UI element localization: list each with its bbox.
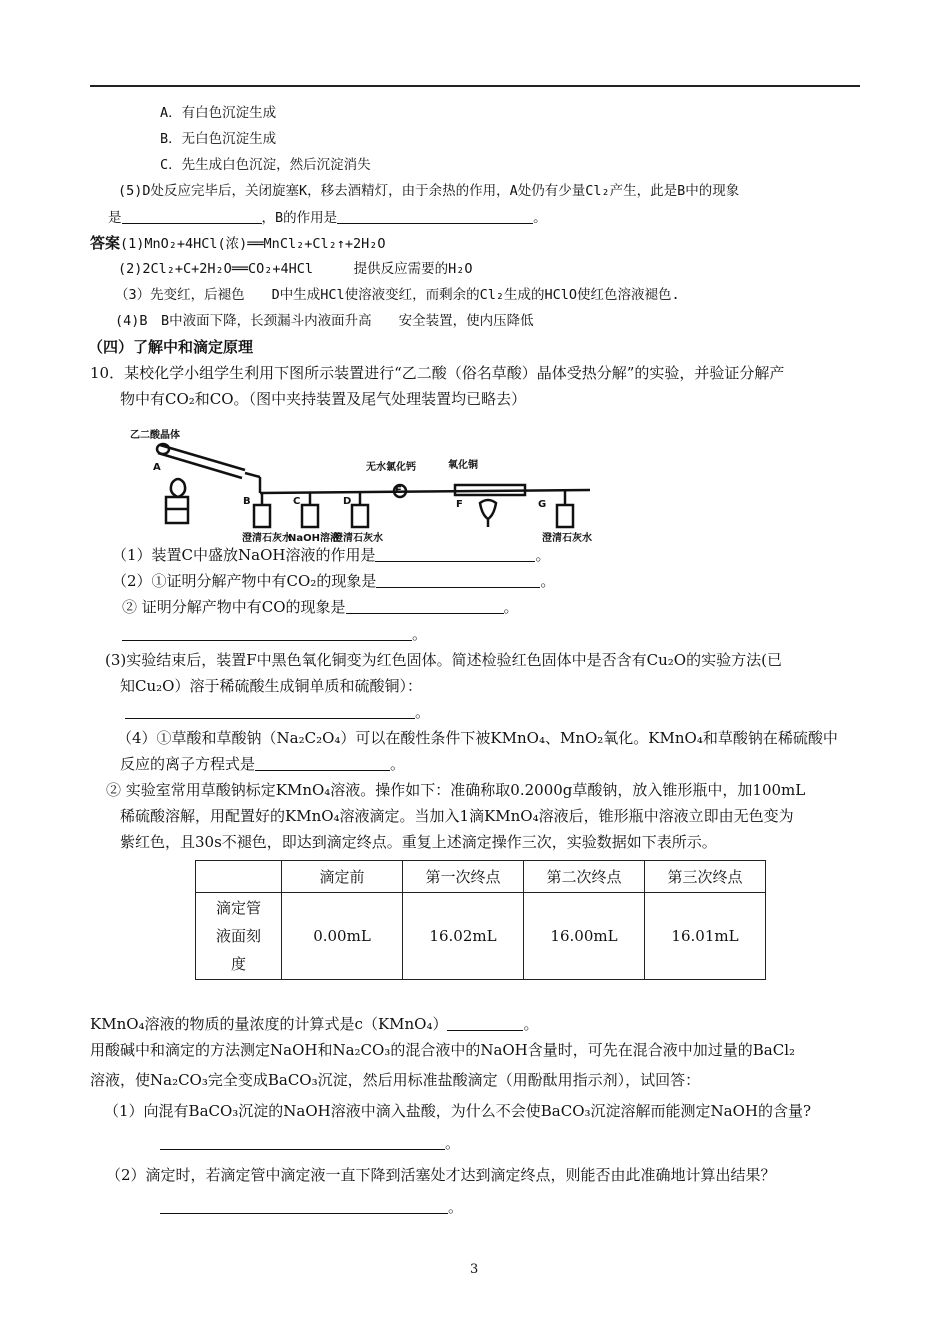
apparatus-diagram <box>130 425 600 545</box>
answer-label: 答案 <box>90 234 121 252</box>
final-q2-answer: 。 <box>160 1197 463 1217</box>
table-header-third: 第三次终点 <box>645 861 766 893</box>
option-b: B．无白色沉淀生成 <box>160 131 277 147</box>
glassware <box>157 444 590 527</box>
table-cell-third: 16.01mL <box>645 893 766 980</box>
label-b: B <box>243 496 251 507</box>
answer-line1: 答案(1)MnO₂+4HCl(浓)══MnCl₂+Cl₂↑+2H₂O <box>90 234 386 252</box>
label-c: C <box>293 496 301 507</box>
label-a: A <box>153 462 161 473</box>
q5-line2: 是 ，B的作用是 。 <box>108 207 547 228</box>
table-cell-first: 16.02mL <box>403 893 524 980</box>
page-number: 3 <box>470 1262 479 1277</box>
sub-q1: （1）装置C中盛放NaOH溶液的作用是 。 <box>112 546 551 564</box>
q10-line2: 物中有CO₂和CO。（图中夹持装置及尾气处理装置均已略去） <box>120 390 527 408</box>
para-line1: 用酸碱中和滴定的方法测定NaOH和Na₂CO₃的混合液中的NaOH含量时，可先在混合液中加过量的BaCl₂ <box>90 1041 796 1059</box>
final-q1-answer: 。 <box>160 1133 460 1153</box>
label-g: G <box>538 499 547 510</box>
answer-line4: (4)B B中液面下降，长颈漏斗内液面升高 安全装置，使内压降低 <box>115 313 534 329</box>
section-heading: （四）了解中和滴定原理 <box>88 338 254 356</box>
para-line2: 溶液，使Na₂CO₃完全变成BaCO₃沉淀，然后用标准盐酸滴定（用酚酞用指示剂），试回答： <box>90 1071 701 1089</box>
sub-q4c2: 稀硫酸溶解，用配置好的KMnO₄溶液滴定。当加入1滴KMnO₄溶液后，锥形瓶中溶液立即由无色变为 <box>120 807 794 825</box>
answer-line2: (2)2Cl₂+C+2H₂O══CO₂+4HCl 提供反应需要的H₂O <box>118 261 473 277</box>
sub-q2b-cont: 。 <box>122 624 427 644</box>
final-q1: （1）向混有BaCO₃沉淀的NaOH溶液中滴入盐酸，为什么不会使BaCO₃沉淀溶解而能测定NaOH的含量? <box>104 1102 811 1120</box>
sub-q2a: （2）①证明分解产物中有CO₂的现象是 。 <box>112 572 556 590</box>
titration-table <box>195 860 766 980</box>
label-lime-d: 澄清石灰水 <box>333 533 383 544</box>
sub-q3b: 知Cu₂O）溶于稀硫酸生成铜单质和硫酸铜）： <box>120 677 422 695</box>
q10-line1: 10．某校化学小组学生利用下图所示装置进行“乙二酸（俗名草酸）晶体受热分解”的实验，并验证分解产 <box>90 364 785 382</box>
header-rule <box>90 85 860 87</box>
label-crystal: 乙二酸晶体 <box>130 430 180 441</box>
table-row <box>196 893 766 980</box>
table-header-blank <box>196 861 282 893</box>
table-cell-before: 0.00mL <box>282 893 403 980</box>
option-c: C．先生成白色沉淀，然后沉淀消失 <box>160 157 371 173</box>
label-e: E <box>395 485 402 496</box>
label-cacl2: 无水氯化钙 <box>366 462 416 473</box>
sub-q4a: （4）①草酸和草酸钠（Na₂C₂O₄）可以在酸性条件下被KMnO₄、MnO₂氧化。KMnO₄和草酸钠在稀硫酸中 <box>117 729 838 747</box>
label-d: D <box>343 496 352 507</box>
final-q2: （2）滴定时，若滴定管中滴定液一直下降到活塞处才达到滴定终点，则能否由此准确地计算出结果？ <box>106 1166 776 1184</box>
sub-q2b: ② 证明分解产物中有CO的现象是 。 <box>122 598 519 616</box>
label-naoh: NaOH溶液 <box>288 533 340 544</box>
sub-q3-answer: 。 <box>125 702 430 722</box>
table-header-row <box>196 861 766 893</box>
table-header-first: 第一次终点 <box>403 861 524 893</box>
q5-line1: (5)D处反应完毕后，关闭旋塞K，移去酒精灯，由于余热的作用，A处仍有少量Cl₂产生，此是B中的现象 <box>118 183 740 199</box>
sub-q4c1: ② 实验室常用草酸钠标定KMnO₄溶液。操作如下：准确称取0.2000g草酸钠，放入锥形瓶中，加100mL <box>106 781 806 799</box>
sub-q4c3: 紫红色，且30s不褪色，即达到滴定终点。重复上述滴定操作三次，实验数据如下表所示。 <box>120 833 717 851</box>
kmno4-formula-line: KMnO₄溶液的物质的量浓度的计算式是c（KMnO₄） 。 <box>90 1015 539 1033</box>
option-a: A．有白色沉淀生成 <box>160 105 277 121</box>
sub-q4b: 反应的离子方程式是 。 <box>120 755 406 773</box>
sub-q3a: (3)实验结束后，装置F中黑色氧化铜变为红色固体。简述检验红色固体中是否含有Cu₂O的实验方法(已 <box>105 651 782 669</box>
table-cell-second: 16.00mL <box>524 893 645 980</box>
table-header-before: 滴定前 <box>282 861 403 893</box>
label-f: F <box>456 499 463 510</box>
table-row-label: 滴定管 液面刻 度 <box>196 893 282 980</box>
label-lime-g: 澄清石灰水 <box>542 533 592 544</box>
label-cuo: 氧化铜 <box>448 460 478 471</box>
answer-line3: （3）先变红，后褪色 D中生成HCl使溶液变红，而剩余的Cl₂生成的HClO使红色溶液褪色. <box>115 287 680 303</box>
table-header-second: 第二次终点 <box>524 861 645 893</box>
label-lime-b: 澄清石灰水 <box>242 533 292 544</box>
